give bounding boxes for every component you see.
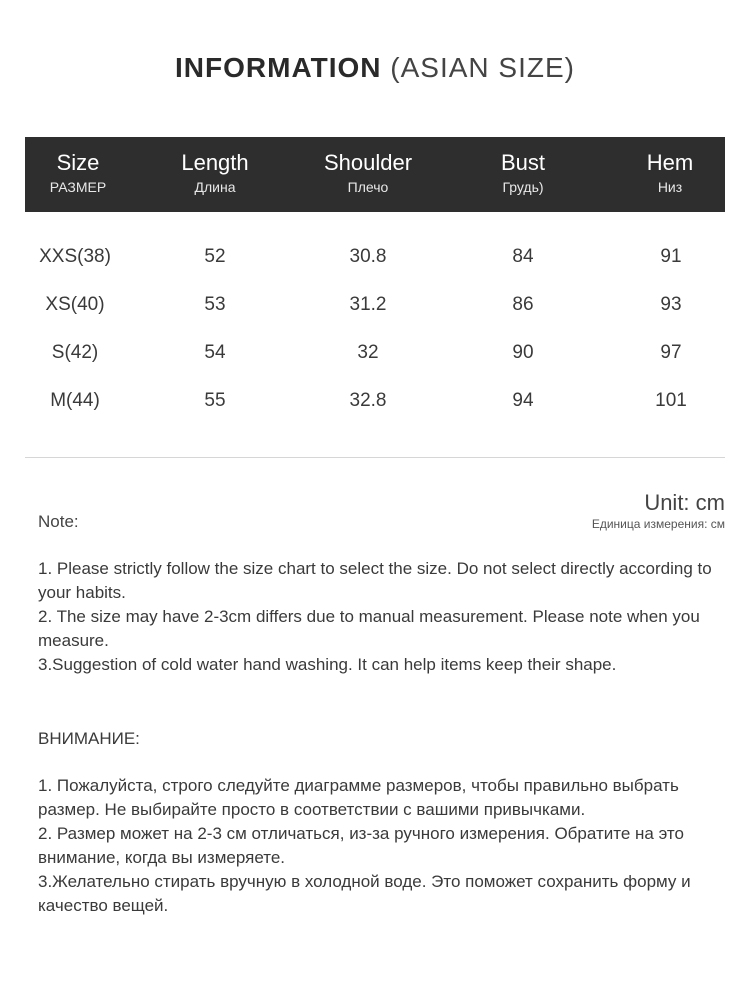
unit-label-en: Unit: cm [644,490,725,515]
table-header [25,137,725,212]
header-size-ru: РАЗМЕР [49,179,107,195]
header-size-en: Size [56,150,100,175]
notes-ru [38,774,718,918]
header-shoulder [298,149,438,197]
note-label-en: Note: [38,512,79,531]
header-bust [453,149,593,197]
cell-bust: 90 [512,342,534,363]
header-length-en: Length [181,150,249,175]
notes-en [38,557,718,677]
cell-length: 54 [204,342,226,363]
header-shoulder-ru: Плечо [347,179,389,195]
note-item: 3.Желательно стирать вручную в холодной воде. Это поможет сохранить форму и качество вещей. [38,872,691,915]
cell-hem: 93 [660,294,682,315]
note-item: 2. Размер может на 2-3 см отличаться, из-за ручного измерения. Обратите на это внимание, когда вы измеряете. [38,824,684,867]
page-title [0,52,750,84]
note-item: 2. The size may have 2-3cm differs due to manual measurement. Please note when you measure. [38,607,700,650]
cell-hem: 91 [660,246,682,267]
note-item: 3.Suggestion of cold water hand washing. It can help items keep their shape. [38,655,617,674]
note-label-ru: ВНИМАНИЕ: [38,729,140,748]
cell-shoulder: 31.2 [349,294,387,315]
header-length [145,149,285,197]
divider [25,457,725,458]
table-row [25,280,725,328]
cell-length: 52 [204,246,226,267]
title-main: INFORMATION [175,52,382,83]
cell-hem: 101 [655,390,687,411]
note-item: 1. Пожалуйста, строго следуйте диаграмме размеров, чтобы правильно выбрать размер. Не выбирайте просто в соответствии с вашими привычками. [38,776,679,819]
cell-shoulder: 32 [357,342,379,363]
cell-bust: 86 [512,294,534,315]
cell-shoulder: 32.8 [349,390,387,411]
cell-shoulder: 30.8 [349,246,387,267]
cell-hem: 97 [660,342,682,363]
cell-bust: 94 [512,390,534,411]
cell-length: 55 [204,390,226,411]
table-row [25,376,725,424]
cell-size: S(42) [51,342,99,363]
header-shoulder-en: Shoulder [323,150,413,175]
table-row [25,328,725,376]
table-row [25,232,725,280]
header-hem-en: Hem [646,150,694,175]
unit-label-ru: Единица измерения: см [591,517,725,531]
header-size [8,149,148,197]
cell-length: 53 [204,294,226,315]
unit-label [592,490,725,532]
title-sub: (ASIAN SIZE) [390,52,575,83]
cell-size: M(44) [50,390,100,411]
header-bust-en: Bust [500,150,546,175]
cell-size: XS(40) [45,294,105,315]
cell-size: XXS(38) [39,246,111,267]
header-hem-ru: Низ [657,179,683,195]
header-hem [600,149,740,197]
header-bust-ru: Грудь) [502,179,544,195]
note-item: 1. Please strictly follow the size chart to select the size. Do not select directly according to your habits. [38,559,712,602]
header-length-ru: Длина [194,179,236,195]
cell-bust: 84 [512,246,534,267]
